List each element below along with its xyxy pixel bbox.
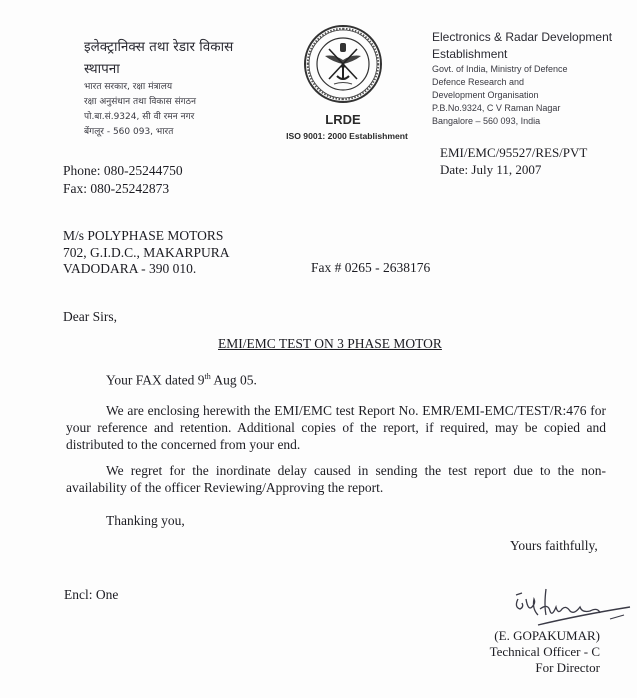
iso-certification: ISO 9001: 2000 Establishment (286, 131, 408, 141)
letter-date: Date: July 11, 2007 (440, 162, 542, 177)
reference-line-pre: Your FAX dated 9 (106, 372, 205, 388)
recipient-fax: Fax # 0265 - 2638176 (311, 260, 431, 275)
recipient-address-line2: VADODARA - 390 010. (63, 261, 197, 276)
reference-line (106, 372, 257, 389)
fax-number: Fax: 080-25242873 (63, 181, 170, 196)
hindi-ministry: भारत सरकार, रक्षा मंत्रालय (84, 82, 173, 92)
address: P.B.No.9324, C V Raman Nagar (432, 103, 561, 113)
org-name-line1: Electronics & Radar Development (432, 30, 613, 44)
org-name-line2: Establishment (432, 47, 508, 61)
hindi-address: पो.बा.सं.9324, सी वी रमन नगर (84, 112, 195, 122)
reference-block (440, 144, 587, 178)
recipient-name: M/s POLYPHASE MOTORS (63, 228, 224, 243)
reference-line-post: Aug 05. (210, 372, 257, 388)
reference-number: EMI/EMC/95527/RES/PVT (440, 145, 588, 160)
letterhead-hindi (84, 36, 233, 140)
signatory-title: Technical Officer - C (489, 644, 600, 659)
org-line1: Defence Research and (432, 77, 525, 87)
drdo-emblem-icon (303, 24, 383, 104)
hindi-org-name-line2: स्थापना (84, 61, 120, 77)
paragraph-apology: We regret for the inordinate delay caused in sending the test report due to the non-availability of the officer Reviewing/Approving the report. (66, 463, 606, 495)
contact-block (63, 162, 183, 198)
ministry: Govt. of India, Ministry of Defence (432, 64, 568, 74)
subject-line: EMI/EMC TEST ON 3 PHASE MOTOR (218, 336, 442, 351)
signatory-name: (E. GOPAKUMAR) (494, 628, 600, 643)
logo-label: LRDE (325, 112, 361, 127)
signature-icon (510, 585, 635, 633)
hindi-org: रक्षा अनुसंधान तथा विकास संगठन (84, 97, 196, 107)
paragraph-enclosure: We are enclosing herewith the EMI/EMC test Report No. EMR/EMI-EMC/TEST/R:476 for your reference and retention. Additional copies of the report, if required, may be copied and distributed to the concerned from your end. (66, 403, 606, 452)
signatory-on-behalf: For Director (535, 660, 600, 675)
closing: Yours faithfully, (510, 538, 598, 553)
enclosure-note: Encl: One (64, 587, 119, 602)
hindi-city: बेंगलूर - 560 093, भारत (84, 127, 174, 137)
recipient-address (63, 228, 230, 278)
thanks-line: Thanking you, (106, 513, 185, 528)
letterhead-english (432, 29, 612, 128)
signatory-block (487, 628, 600, 676)
hindi-org-name-line1: इलेक्ट्रानिक्स तथा रेडार विकास (84, 39, 234, 55)
org-line2: Development Organisation (432, 90, 539, 100)
city: Bangalore – 560 093, India (432, 116, 541, 126)
recipient-address-line1: 702, G.I.D.C., MAKARPURA (63, 244, 230, 260)
salutation: Dear Sirs, (63, 309, 117, 324)
phone-number: Phone: 080-25244750 (63, 163, 183, 178)
reference-line-sup: th (204, 372, 211, 381)
